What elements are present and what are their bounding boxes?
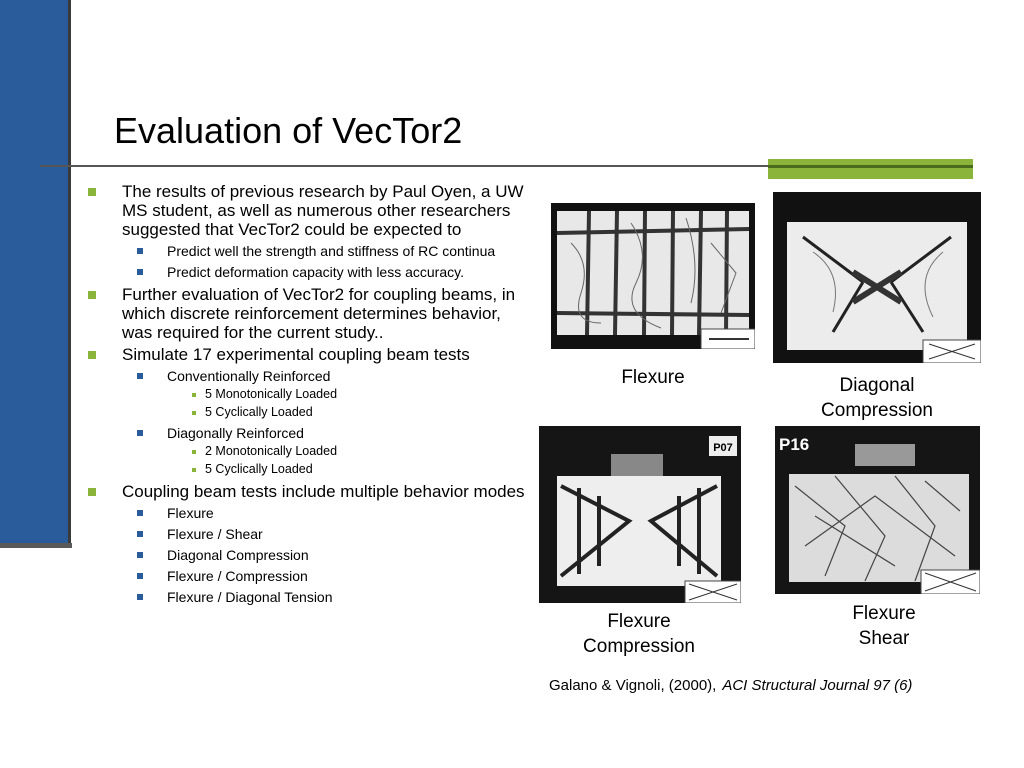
caption-line: Flexure	[852, 603, 916, 624]
sub-bullet-item	[122, 589, 533, 605]
title-accent-bar	[768, 159, 973, 179]
sub-bullet-item	[122, 568, 533, 584]
caption-line: Flexure	[607, 611, 671, 632]
sub-sub-bullet-item	[166, 387, 533, 402]
sub-bullet-item	[122, 425, 533, 477]
sidebar-shadow	[0, 543, 72, 548]
sub-sub-bullet-item	[166, 444, 533, 459]
bullet-text: The results of previous research by Paul Oyen, a UW MS student, as well as numerous other researchers suggested that VecTor2 could be expected to	[122, 182, 524, 239]
bullet-text: Simulate 17 experimental coupling beam tests	[122, 345, 470, 364]
sub-sub-bullet-item	[166, 462, 533, 477]
sub-bullet-text: Flexure	[167, 505, 214, 521]
sub-sub-bullet-text: 5 Cyclically Loaded	[205, 462, 313, 476]
sub-bullet-list	[122, 368, 533, 477]
caption-line: Diagonal	[839, 375, 915, 396]
caption-line: Compression	[821, 400, 933, 421]
sub-bullet-text: Diagonal Compression	[167, 547, 309, 563]
citation-authors: Galano & Vignoli, (2000),	[549, 677, 717, 694]
flexure-compression-photo	[539, 426, 741, 603]
slide-title: Evaluation of VecTor2	[114, 110, 463, 151]
bullet-text: Further evaluation of VecTor2 for coupling beams, in which discrete reinforcement determines behavior, was required for the current study..	[122, 285, 516, 342]
sub-sub-bullet-text: 5 Monotonically Loaded	[205, 387, 338, 401]
bullet-item	[88, 482, 533, 605]
sub-bullet-item	[122, 526, 533, 542]
bullet-item	[88, 182, 533, 280]
flexure-shear-photo	[775, 426, 980, 594]
flexure-photo	[551, 203, 755, 349]
sub-bullet-text: Flexure / Shear	[167, 526, 263, 542]
sub-bullet-text: Flexure / Compression	[167, 568, 308, 584]
bullet-list	[88, 182, 533, 605]
flexure-shear-caption	[834, 601, 934, 651]
specimen-label-p07: P07	[713, 442, 733, 454]
sub-bullet-item	[122, 547, 533, 563]
bullet-text: Coupling beam tests include multiple behavior modes	[122, 482, 525, 501]
sub-bullet-text: Predict well the strength and stiffness of RC continua	[167, 243, 496, 259]
sub-sub-bullet-text: 2 Monotonically Loaded	[205, 444, 338, 458]
caption-line: Shear	[858, 628, 910, 649]
sub-bullet-list	[122, 243, 533, 280]
sub-sub-bullet-list	[167, 387, 533, 420]
sub-sub-bullet-text: 5 Cyclically Loaded	[205, 405, 313, 419]
sub-bullet-list	[122, 505, 533, 605]
citation	[549, 677, 912, 694]
sub-sub-bullet-item	[166, 405, 533, 420]
diagonal-compression-photo	[773, 192, 981, 363]
sub-bullet-item	[122, 264, 533, 280]
caption-line: Compression	[583, 636, 695, 657]
caption-line: Flexure	[621, 367, 685, 388]
sub-bullet-text: Predict deformation capacity with less accuracy.	[167, 264, 464, 280]
sidebar-band	[0, 0, 68, 547]
sub-bullet-item	[122, 505, 533, 521]
sub-bullet-text: Diagonally Reinforced	[167, 425, 304, 441]
flexure-caption	[603, 365, 703, 390]
sub-bullet-item	[122, 368, 533, 420]
sidebar-edge	[68, 0, 71, 547]
specimen-label-p16: P16	[779, 435, 810, 454]
bullet-item	[88, 285, 533, 342]
bullet-content	[88, 182, 533, 610]
sub-bullet-text: Flexure / Diagonal Tension	[167, 589, 333, 605]
bullet-item	[88, 345, 533, 477]
citation-journal: ACI Structural Journal 97 (6)	[722, 677, 913, 694]
sub-sub-bullet-list	[167, 444, 533, 477]
sub-bullet-text: Conventionally Reinforced	[167, 368, 331, 384]
sub-bullet-item	[122, 243, 533, 259]
flexure-compression-caption	[559, 609, 719, 659]
diagonal-compression-caption	[797, 373, 957, 423]
